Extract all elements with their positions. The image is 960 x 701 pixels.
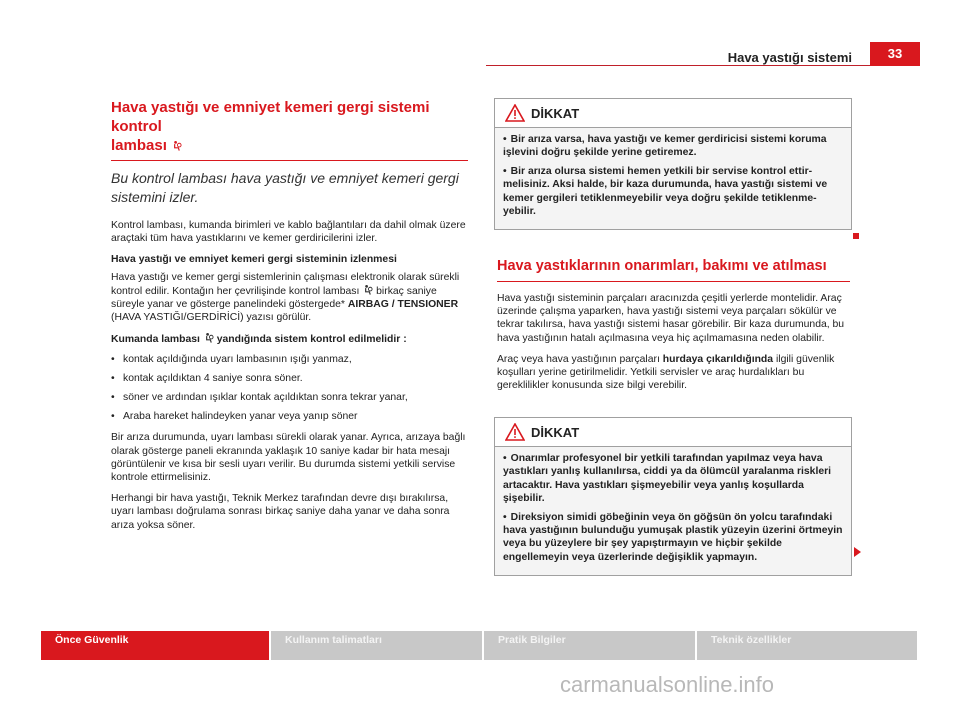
paragraph: Hava yastığı sisteminin parçaları aracınızda çeşitli yerlerde montelidir. Araç üzerinde çalışma yaparken, hava yastığı sistemi veya parçaları sökülür ve tekrar takılırsa, hava yastığı sistemi hasar görebilir. Bir kaza durumunda, bu hava yastığının hatalı açılmasına veya hiç açılmamasına neden olabilir.	[497, 293, 845, 344]
lead-text: Bu kontrol lambası hava yastığı ve emniyet kemeri gergi sistemini izler.	[111, 170, 459, 205]
watermark: carmanualsonline.info	[560, 672, 775, 697]
heading-rule	[111, 160, 468, 161]
warning-title: DİKKAT	[531, 106, 580, 121]
airbag-lamp-icon	[203, 332, 214, 344]
warning-title: DİKKAT	[531, 425, 580, 440]
continue-arrow-icon	[854, 547, 861, 557]
paragraph: Kontrol lambası, kumanda birimleri ve kablo bağlantıları da dahil olmak üzere araçtaki tüm hava yastıklarını ve kemer gerdiricilerini izler.	[111, 220, 466, 245]
airbag-lamp-icon	[171, 140, 182, 152]
tab-operating-instructions[interactable]: Kullanım talimatları	[271, 631, 482, 660]
section-heading-repairs: Hava yastıklarının onarımları, bakımı ve atılması	[497, 258, 827, 274]
subheading-check: Kumanda lambası yandığında sistem kontrol edilmelidir :	[111, 334, 407, 346]
warning-item: • Onarımlar profesyonel bir yetkili tarafından yapılmaz veya hava yastıkları yanlış kullanılırsa, ciddi ya da ölümcül yaralanma riskleri artacaktır. Hava yastıkları şişmeyebilir veya yanlış koşullarda şişebilir.	[503, 453, 832, 505]
right-column	[497, 257, 850, 400]
running-header-title: Hava yastığı sistemi	[727, 50, 852, 65]
tab-technical-specs[interactable]: Teknik özellikler	[697, 631, 917, 660]
warning-box-1	[494, 98, 852, 230]
tab-safety[interactable]: Önce Güvenlik	[41, 631, 269, 660]
page-number: 33	[870, 42, 920, 66]
warning-box-2	[494, 417, 852, 576]
list-item: • kontak açıldıktan 4 saniye sonra söner.	[111, 372, 468, 385]
section-end-marker	[853, 233, 859, 239]
section-heading-airbag-lamp: Hava yastığı ve emniyet kemeri gergi sistemi kontrol lambası	[111, 99, 430, 154]
warning-header	[495, 418, 851, 447]
warning-body	[495, 447, 851, 575]
check-list	[111, 353, 468, 424]
warning-triangle-icon	[505, 104, 525, 122]
heading-rule	[497, 281, 850, 282]
paragraph: Hava yastığı ve kemer gergi sistemlerinin çalışması elektronik olarak sürekli kontrol edilir. Kontağın her çevrilişinde kontrol lambası birkaç saniye süreyle yanar ve gösterge panelindeki göstergede* AIRBAG / TENSIONER (HAVA YASTIĞI/GERDİRİCİ) yazısı görülür.	[111, 271, 460, 324]
warning-item: • Bir arıza olursa sistemi hemen yetkili bir servise kontrol ettirmelisiniz. Aksi halde, bir kaza durumunda, hava yastığı sistemi ve kemer gergileri tetiklenmeyebilir veya doğru şekilde tetiklenmeyebilir.	[503, 165, 828, 218]
paragraph: Araç veya hava yastığının parçaları hurdaya çıkarıldığında ilgili güvenlik koşulları yerine getirilmelidir. Yetkili servisler ve araç hurdalıkları bu gereklilikler konusunda size bilgi verebilir.	[497, 353, 835, 392]
warning-triangle-icon	[505, 423, 525, 441]
paragraph: Bir arıza durumunda, uyarı lambası sürekli olarak yanar. Ayrıca, arızaya bağlı olarak gösterge paneli ekranında yaklaşık 10 saniye kadar bir hata mesajı görüntülenir ve kısa bir sesli uyarı verilir. Bu durumda sistemi yetkili servise kontrole ettirmelisiniz.	[111, 432, 466, 484]
paragraph: Herhangi bir hava yastığı, Teknik Merkez tarafından devre dışı bırakılırsa, uyarı lambası doğrulama sonrası birkaç saniye daha yanar ve daha sonra arıza yoksa söner.	[111, 493, 450, 531]
warning-item: • Direksiyon simidi göbeğinin veya ön göğsün ön yolcu tarafındaki hava yastığının bulunduğu yumuşak plastik yüzeyin üzerini örtmeyin veya bu yüzeylere bir şey yapıştırmayın ve hiçbir şekilde engellemeyin veya üzerlerinde değişiklik yapmayın.	[503, 511, 843, 563]
footer-tabs	[41, 631, 919, 660]
list-item: • Araba hareket halindeyken yanar veya yanıp söner	[111, 410, 468, 423]
list-item: • söner ve ardından ışıklar kontak açıldıktan sonra tekrar yanar,	[111, 391, 468, 404]
list-item: • kontak açıldığında uyarı lambasının ışığı yanmaz,	[111, 353, 468, 366]
warning-body	[495, 128, 851, 229]
airbag-lamp-icon	[362, 284, 373, 296]
header-rule	[486, 65, 870, 66]
warning-header	[495, 99, 851, 128]
warning-item: • Bir arıza varsa, hava yastığı ve kemer gerdiricisi sistemi koruma işlevini doğru şekilde yerine getiremez.	[503, 134, 827, 159]
left-column	[111, 98, 468, 540]
subheading-monitoring: Hava yastığı ve emniyet kemeri gergi sisteminin izlenmesi	[111, 254, 397, 266]
tab-practical-info[interactable]: Pratik Bilgiler	[484, 631, 695, 660]
